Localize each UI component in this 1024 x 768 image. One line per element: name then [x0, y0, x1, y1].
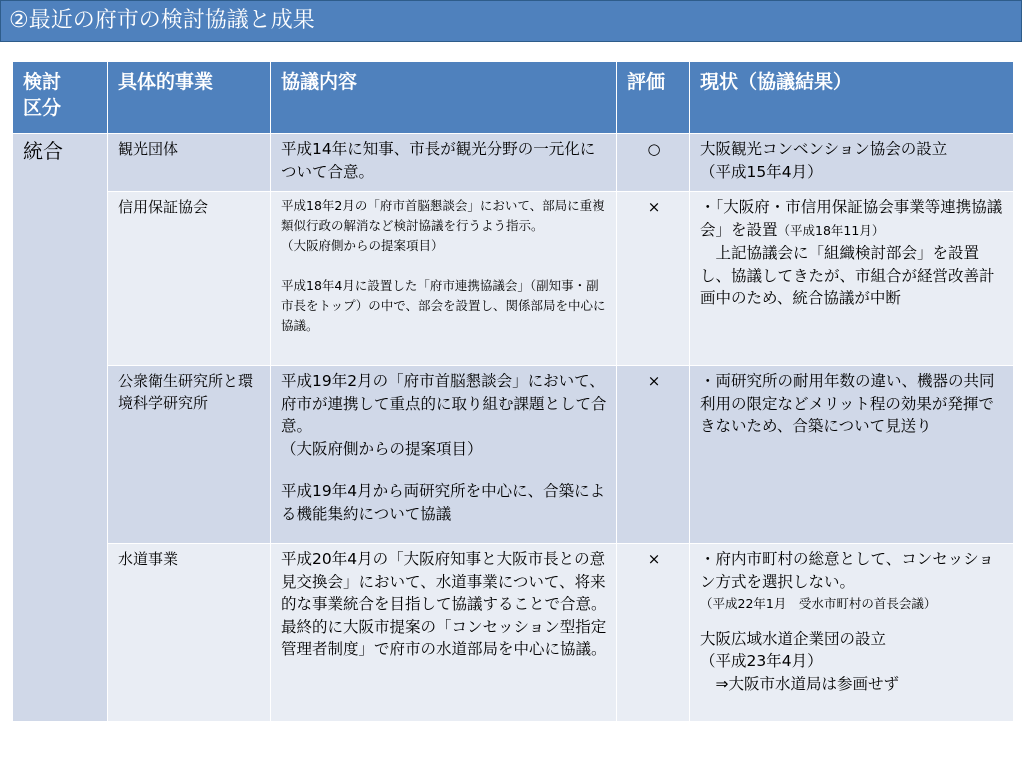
status-main: ・府内市町村の総意として、コンセッション方式を選択しない。 — [700, 550, 994, 591]
content-paragraph: 平成18年2月の「府市首脳懇談会」において、部局に重複類似行政の解消など検討協議を行うよう指示。 （大阪府側からの提案項目） — [281, 198, 605, 253]
status-cell — [690, 366, 1014, 544]
content-cell — [271, 192, 617, 366]
category-cell: 統合 — [13, 134, 108, 722]
evaluation-cell: × — [617, 192, 690, 366]
status-cell — [690, 134, 1014, 192]
status-cell — [690, 544, 1014, 722]
header-content: 協議内容 — [271, 62, 617, 134]
status-main: ・「大阪府・市信用保証協会事業等連携協議会」を設置 — [700, 198, 1003, 239]
header-project: 具体的事業 — [108, 62, 271, 134]
content-paragraph: 平成14年に知事、市長が観光分野の一元化について合意。 — [281, 140, 596, 181]
status-cell — [690, 192, 1014, 366]
content-cell — [271, 134, 617, 192]
slide-title: ②最近の府市の検討協議と成果 — [0, 0, 1022, 42]
content-paragraph: 平成18年4月に設置した「府市連携協議会」（副知事・副市長をトップ）の中で、部会を設置し、関係部局を中心に協議。 — [281, 278, 606, 333]
project-cell: 公衆衛生研究所と環境科学研究所 — [108, 366, 271, 544]
evaluation-cell: × — [617, 544, 690, 722]
header-status: 現状（協議結果） — [690, 62, 1014, 134]
status-note: （平成22年1月 受水市町村の首長会議） — [700, 596, 937, 611]
table-row — [13, 134, 1014, 192]
table-row — [13, 544, 1014, 722]
status-main: 大阪観光コンベンション協会の設立 （平成15年4月） — [700, 140, 948, 181]
status-extra: 上記協議会に「組織検討部会」を設置し、協議してきたが、市組合が経営改善計画中のため、統合協議が中断 — [700, 244, 995, 307]
table-row — [13, 366, 1014, 544]
header-evaluation: 評価 — [617, 62, 690, 134]
evaluation-cell: × — [617, 366, 690, 544]
content-paragraph: 平成20年4月の「大阪府知事と大阪市長との意見交換会」において、水道事業について、将来的な事業統合を目指して協議することで合意。 最終的に大阪市提案の「コンセッション型指定管理者制度」で府市の水道部局を中心に協議。 — [281, 550, 607, 658]
content-paragraph: 平成19年4月から両研究所を中心に、合築による機能集約について協議 — [281, 482, 606, 523]
consultation-table — [12, 61, 1014, 722]
project-cell: 水道事業 — [108, 544, 271, 722]
evaluation-cell: ○ — [617, 134, 690, 192]
content-cell — [271, 366, 617, 544]
status-extra: 大阪広域水道企業団の設立 （平成23年4月） ⇒大阪市水道局は参画せず — [700, 629, 899, 693]
content-paragraph: 平成19年2月の「府市首脳懇談会」において、府市が連携して重点的に取り組む課題として合意。 （大阪府側からの提案項目） — [281, 372, 607, 458]
table-row — [13, 192, 1014, 366]
table-header-row — [13, 62, 1014, 134]
project-cell: 観光団体 — [108, 134, 271, 192]
status-main: ・両研究所の耐用年数の違い、機器の共同利用の限定などメリット程の効果が発揮できないため、合築について見送り — [700, 372, 995, 435]
project-cell: 信用保証協会 — [108, 192, 271, 366]
header-category: 検討 区分 — [13, 62, 108, 134]
content-cell — [271, 544, 617, 722]
status-note: （平成18年11月） — [777, 222, 885, 238]
